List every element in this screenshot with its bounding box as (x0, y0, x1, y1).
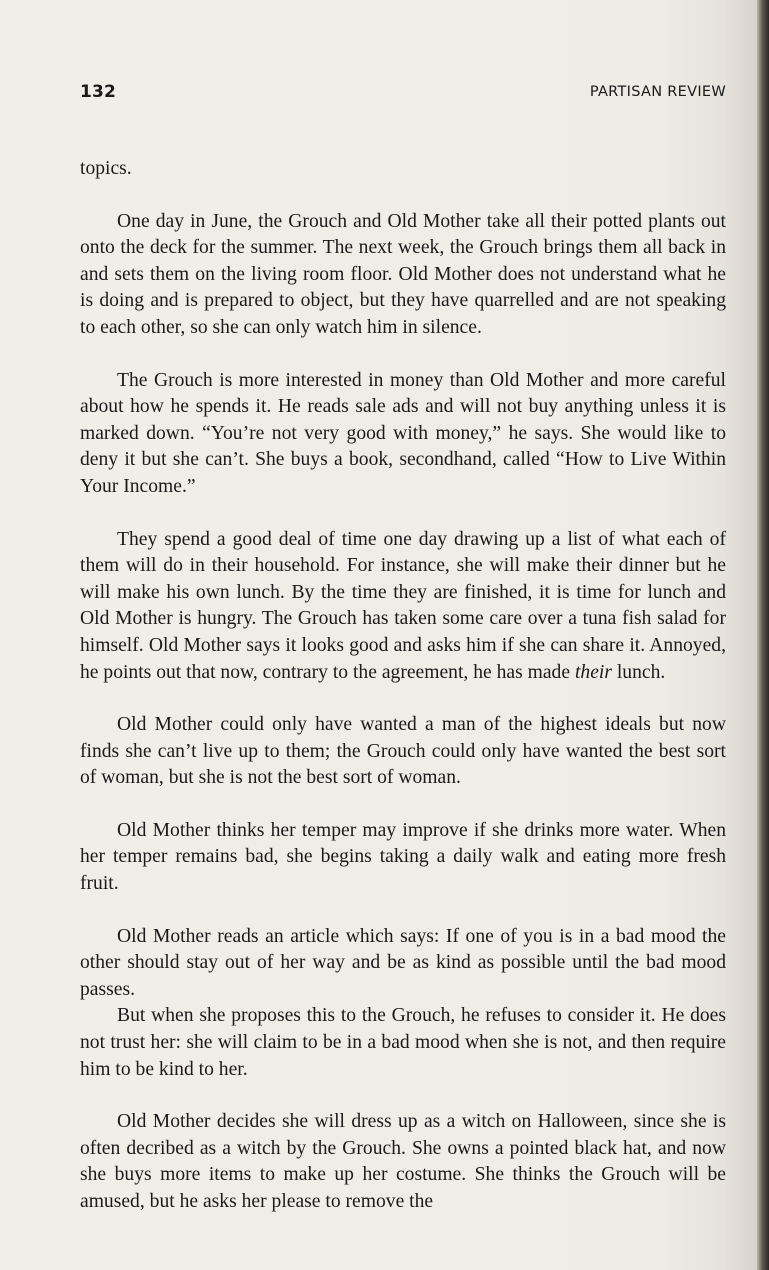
page-number: 132 (80, 82, 117, 102)
paragraph: But when she proposes this to the Grouch, he refuses to consider it. He does not trust her: she will claim to be in a bad mood when she is not, and then require him to be kind to her. (80, 1005, 726, 1080)
paragraph: Old Mother thinks her temper may improve if she drinks more water. When her temper remains bad, she begins taking a daily walk and eating more fresh fruit. (80, 819, 726, 895)
paragraph: Old Mother reads an article which says: If one of you is in a bad mood the other should stay out of her way and be as kind as possible until the bad mood passes. (80, 925, 726, 1000)
italic-word: their (574, 661, 612, 683)
paragraph: The Grouch is more interested in money than Old Mother and more careful about how he spends it. He reads sale ads and will not buy anything unless it is marked down. “You’re not very good with money,” he says. She would like to deny it but she can’t. She buys a book, secondhand, called “How to Live Within Your Income.” (80, 369, 726, 497)
paragraph-text: They spend a good deal of time one day drawing up a list of what each of them will do in their household. For instance, she will make their dinner but he will make his own lunch. By the time they are finished, it is time for lunch and Old Mother is hungry. The Grouch has taken some care over a tuna fish salad for himself. Old Mother says it looks good and asks him if she can share it. Annoyed, he points out that now, contrary to the agreement, he has made (80, 528, 726, 683)
paragraph: Old Mother decides she will dress up as a witch on Halloween, since she is often decribed as a witch by the Grouch. She owns a pointed black hat, and now she buys more items to make up her costume. She thinks the Grouch will be amused, but he asks her please to remove the (80, 1111, 726, 1212)
body-text (80, 156, 726, 1216)
running-head: PARTISAN REVIEW (589, 84, 726, 100)
paragraph-continuation: topics. (80, 158, 132, 179)
paragraph: Old Mother could only have wanted a man of the highest ideals but now finds she can’t live up to them; the Grouch could only have wanted the best sort of woman, but she is not the best sort of woman. (80, 714, 726, 789)
page-header (80, 82, 726, 106)
paragraph-text: lunch. (611, 661, 666, 683)
book-spine-shadow (757, 0, 769, 1270)
paragraph: One day in June, the Grouch and Old Mother take all their potted plants out onto the deck for the summer. The next week, the Grouch brings them all back in and sets them on the living room floor. Old Mother does not understand what he is doing and is prepared to object, but they have quarrelled and are not speaking to each other, so she can only watch him in silence. (80, 210, 726, 338)
paragraph (80, 527, 726, 687)
